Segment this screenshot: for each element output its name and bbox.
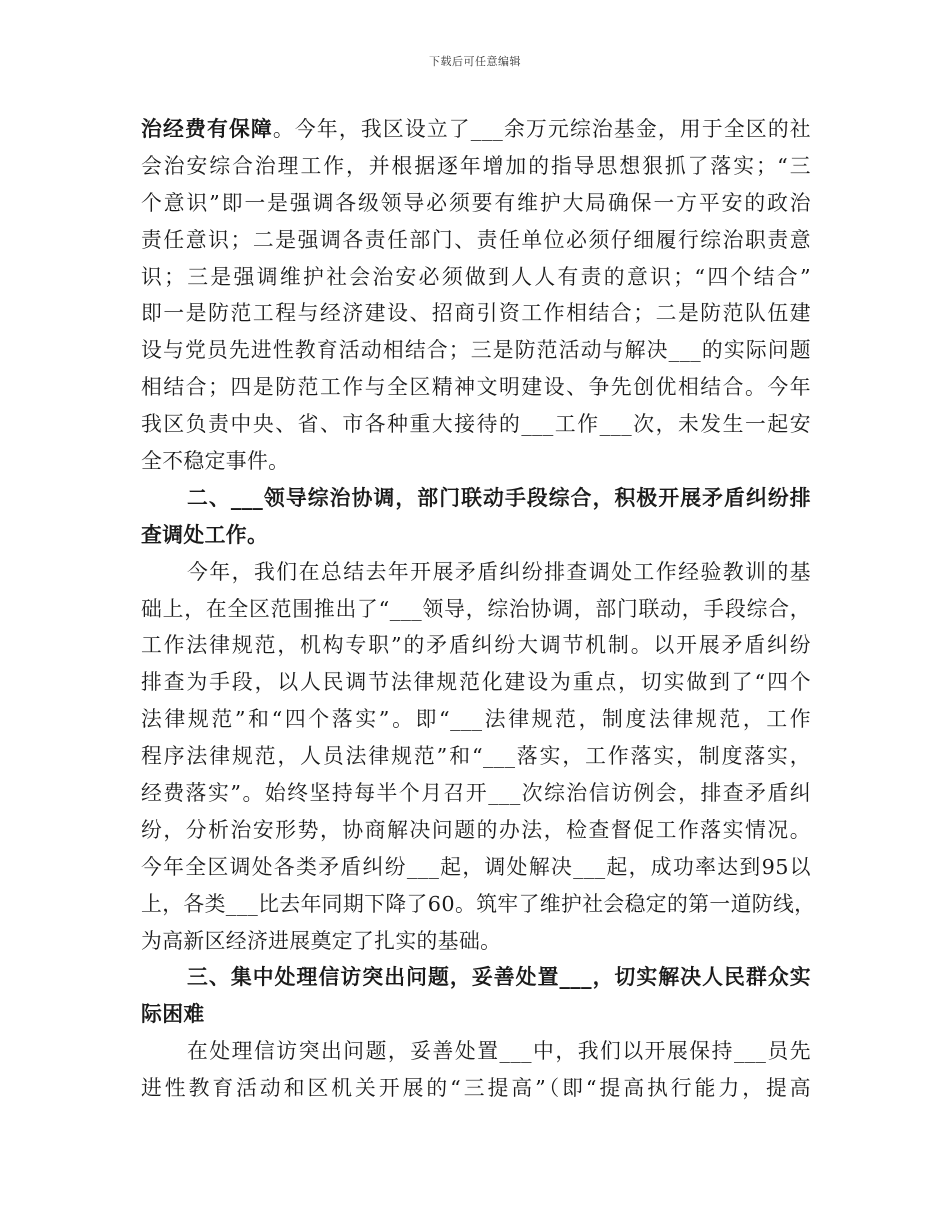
text-line: 识；三是强调维护社会治安必须做到人人有责的意识；“四个结合”: [141, 264, 811, 289]
text-line: 设与党员先进性教育活动相结合；三是防范活动与解决___的实际问题: [141, 338, 811, 363]
bold-lead-text: 治经费有保障: [141, 116, 273, 141]
text-line: 进性教育活动和区机关开展的“三提高”（即“提高执行能力，提高: [141, 1076, 811, 1101]
text-line: 程序法律规范，人员法律规范”和“___落实，工作落实，制度落实，: [141, 744, 811, 769]
text-line: 排查为手段，以人民调节法律规范化建设为重点，切实做到了“四个: [141, 670, 811, 695]
page-header: 下载后可任意编辑: [429, 55, 521, 68]
text-line: 查调处工作。: [141, 521, 269, 547]
text-line: 经费落实”。始终坚持每半个月召开___次综治信访例会，排查矛盾纠: [141, 781, 811, 806]
text-line: 法律规范”和“四个落实”。即“___法律规范，制度法律规范，工作: [141, 707, 811, 732]
text-line: 今年全区调处各类矛盾纠纷___起，调处解决___起，成功率达到95以: [141, 854, 811, 879]
text-line: 二、___领导综治协调，部门联动手段综合，积极开展矛盾纠纷排: [187, 484, 811, 510]
text-line: 三、集中处理信访突出问题，妥善处置___，切实解决人民群众实: [187, 964, 811, 990]
text-line: 上，各类___比去年同期下降了60。筑牢了维护社会稳定的第一道防线，: [141, 891, 816, 916]
text-line: 工作法律规范，机构专职”的矛盾纠纷大调节机制。以开展矛盾纠纷: [141, 633, 811, 658]
text-line: 际困难: [141, 1001, 205, 1027]
line-text: 。今年，我区设立了___余万元综治基金，用于全区的社: [272, 117, 811, 141]
text-line: [141, 111, 811, 148]
text-line: 今年，我们在总结去年开展矛盾纠纷排查调处工作经验教训的基: [187, 559, 811, 584]
text-line: 责任意识；二是强调各责任部门、责任单位必须仔细履行综治职责意: [141, 227, 811, 252]
text-line: 相结合；四是防范工作与全区精神文明建设、争先创优相结合。今年: [141, 375, 811, 400]
text-line: 全不稳定事件。: [141, 449, 290, 474]
text-line: 础上，在全区范围推出了“___领导，综治协调，部门联动，手段综合，: [141, 596, 811, 621]
text-line: 为高新区经济进展奠定了扎实的基础。: [141, 928, 502, 953]
text-line: 会治安综合治理工作，并根据逐年增加的指导思想狠抓了落实；“三: [141, 153, 811, 178]
text-line: 纷，分析治安形势，协商解决问题的办法，检查督促工作落实情况。: [141, 817, 811, 842]
text-line: 我区负责中央、省、市各种重大接待的___工作___次，未发生一起安: [141, 412, 811, 437]
document-body: [141, 111, 816, 1107]
text-line: 即一是防范工程与经济建设、招商引资工作相结合；二是防范队伍建: [141, 301, 811, 326]
text-line: 在处理信访突出问题，妥善处置___中，我们以开展保持___员先: [187, 1039, 811, 1064]
text-line: 个意识”即一是强调各级领导必须要有维护大局确保一方平安的政治: [141, 190, 811, 215]
